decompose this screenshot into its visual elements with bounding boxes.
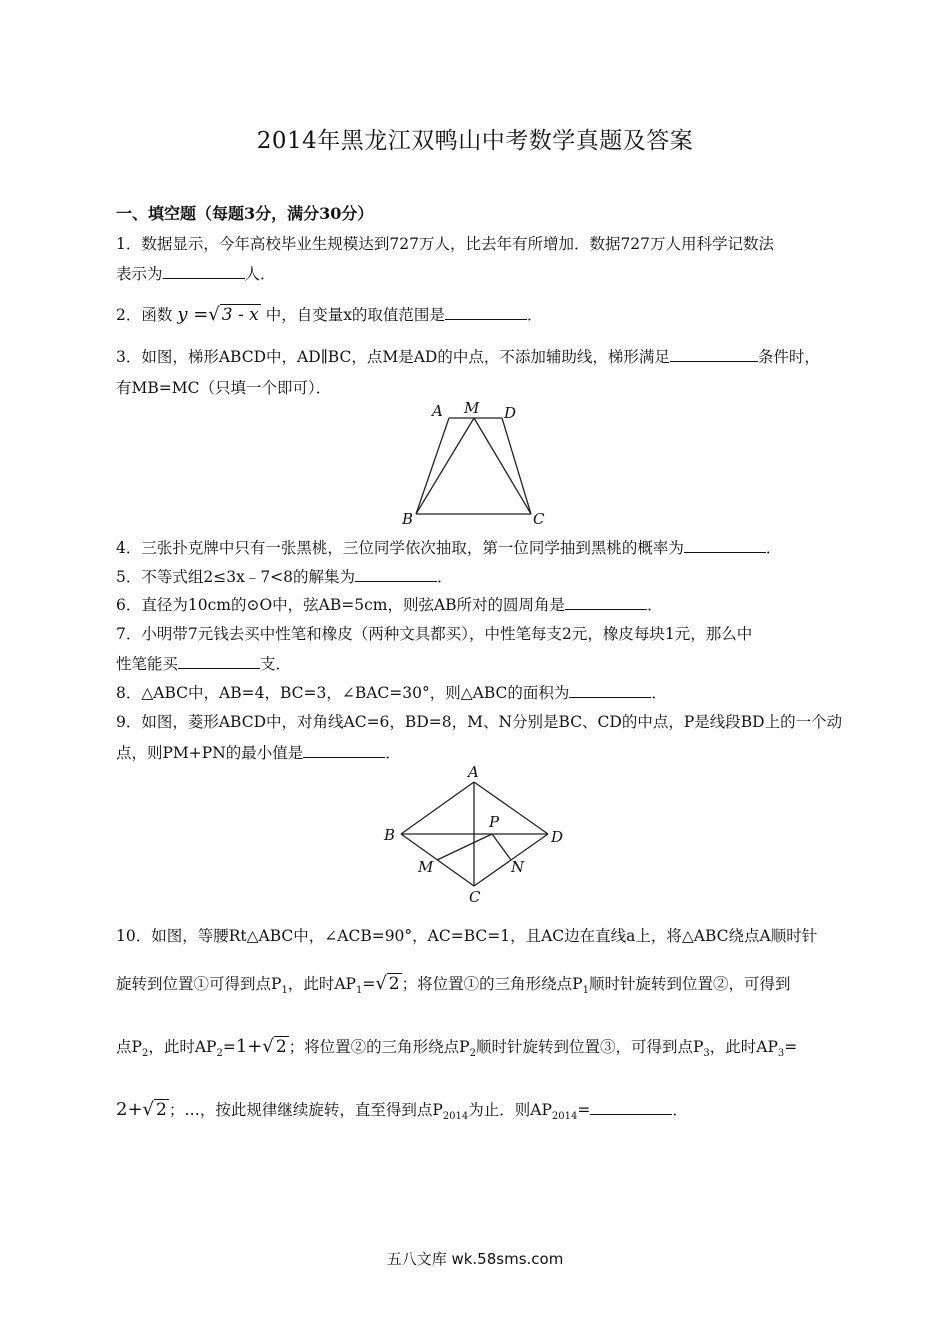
q10-line4-end: ． (672, 1101, 688, 1119)
q3-line1-pre: 3．如图，梯形ABCD中，AD∥BC，点M是AD的中点，不添加辅助线，梯形满足 (116, 348, 670, 366)
q4-line (116, 536, 781, 558)
q10-line3-radical: 2 (275, 1037, 287, 1057)
q7-line2 (116, 652, 291, 674)
q1-line1: 1．数据显示，今年高校毕业生规模达到727万人，比去年有所增加．数据727万人用科学记数法 (116, 235, 775, 253)
label-A: A (468, 763, 479, 781)
q2-formula-lhs: y = (177, 304, 209, 325)
q1-line2-post: 人． (244, 265, 276, 283)
q1-line2-pre: 表示为 (116, 265, 163, 283)
q10-line3-c: = (222, 1038, 236, 1056)
q2-end: ． (526, 306, 543, 324)
q3-line1 (116, 345, 820, 367)
q10-line4-radical: 2 (156, 1100, 167, 1120)
q10-line2-sub3: 1 (582, 985, 589, 997)
q4-answer-blank (684, 538, 766, 553)
q10-line2-e: 顺时针旋转到位置②，可得到 (588, 975, 791, 993)
q10-line2 (116, 972, 790, 996)
q7-line1: 7．小明带7元钱去买中性笔和橡皮（两种文具都买），中性笔每支2元，橡皮每块1元，那么中 (116, 625, 753, 643)
q2-formula-radicand: 3 - x (221, 305, 259, 325)
page-title: 2014年黑龙江双鸭山中考数学真题及答案 (256, 128, 694, 154)
q10-line3-sub5: 3 (777, 1048, 785, 1060)
q9-line1: 9．如图，菱形ABCD中，对角线AC=6，BD=8，M、N分别是BC、CD的中点，P是线段BD上的一个动 (116, 713, 843, 731)
trapezoid-figure (400, 396, 560, 531)
q3-answer-blank (670, 347, 758, 362)
q10-line1: 10．如图，等腰Rt△ABC中，∠ACB=90°，AC=BC=1，且AC边在直线a上，将△ABC绕点A顺时针 (116, 927, 818, 945)
q10-line3-b: ，此时AP (148, 1038, 217, 1056)
segment-PN (492, 834, 511, 860)
q10-line3-d: ；将位置②的三角形绕点P (288, 1038, 470, 1056)
q10-line3-sub3: 2 (469, 1048, 476, 1060)
label-C: C (469, 888, 481, 906)
q10-line4 (116, 1098, 688, 1122)
label-D: D (551, 828, 564, 846)
q4-pre: 4．三张扑克牌中只有一张黑桃，三位同学依次抽取，第一位同学抽到黑桃的概率为 (116, 539, 684, 557)
label-D: D (504, 404, 517, 422)
q10-line4-sub2: 2014 (551, 1111, 578, 1123)
label-M: M (418, 858, 434, 876)
q10-line2-c: = (362, 975, 376, 993)
q5-post: ． (437, 568, 453, 586)
q10-line2-sub1: 1 (281, 985, 288, 997)
q10-line3-a: 点P (116, 1038, 142, 1056)
q2-pre: 2．函数 (116, 306, 173, 324)
q8-answer-blank (569, 683, 651, 698)
q1-line2 (116, 262, 276, 284)
q10-line2-b: ，此时AP (287, 975, 356, 993)
q5-answer-blank (355, 567, 437, 582)
q7-line2-post: 支． (260, 655, 292, 673)
segment-AB (416, 418, 449, 514)
q6-line (116, 593, 663, 615)
q10-line3-formula-pre: 1+ (235, 1036, 263, 1057)
label-B: B (384, 826, 396, 844)
segment-AB (401, 782, 474, 834)
q5-line (116, 565, 453, 587)
q9-line2 (116, 741, 401, 763)
q9-line2-pre: 点，则PM+PN的最小值是 (116, 744, 304, 762)
label-A: A (432, 402, 443, 420)
q4-post: ． (765, 539, 782, 557)
q2-post: 中，自变量x的取值范围是 (265, 306, 445, 324)
q10-line4-c: = (577, 1101, 591, 1119)
q10-answer-blank (590, 1100, 672, 1115)
q10-line3-sub1: 2 (141, 1048, 149, 1060)
q1-answer-blank (163, 264, 245, 279)
q9-answer-blank (303, 743, 385, 758)
q10-line3 (116, 1035, 797, 1059)
q10-line3-sub2: 2 (216, 1048, 223, 1060)
section-heading: 一、填空题（每题3分，满分30分） (116, 204, 374, 223)
q10-line2-radical: 2 (388, 974, 400, 994)
q2-line (116, 303, 542, 325)
q10-line3-sub4: 3 (703, 1048, 710, 1060)
label-M: M (464, 399, 480, 417)
segment-MB (416, 418, 474, 514)
sqrt-symbol-icon: √ (208, 304, 220, 325)
sqrt-symbol-icon: √ (375, 973, 387, 994)
q5-pre: 5．不等式组2≤3x﹣7<8的解集为 (116, 568, 356, 586)
q10-line4-sub1: 2014 (442, 1111, 469, 1123)
q6-answer-blank (565, 595, 647, 610)
segment-AD (474, 782, 548, 834)
q10-line3-f: ，此时AP (709, 1038, 778, 1056)
q7-line2-pre: 性笔能买 (116, 655, 179, 673)
label-N: N (511, 858, 525, 876)
sqrt-symbol-icon: √ (262, 1036, 274, 1057)
q10-line4-formula-pre: 2+ (116, 1099, 143, 1120)
q8-line (116, 681, 667, 703)
rhombus-figure (378, 762, 578, 912)
q8-post: ． (651, 684, 667, 702)
sqrt-symbol-icon: √ (142, 1099, 155, 1120)
q10-line4-b: 为止．则AP (468, 1101, 552, 1119)
label-P: P (489, 813, 500, 831)
q6-post: ． (647, 596, 663, 614)
q2-answer-blank (445, 305, 527, 320)
segment-MP (437, 834, 492, 860)
q8-pre: 8．△ABC中，AB=4，BC=3，∠BAC=30°，则△ABC的面积为 (116, 684, 570, 702)
q3-line1-post: 条件时， (757, 348, 820, 366)
q10-line4-a: ；…，按此规律继续旋转，直至得到点P (168, 1101, 443, 1119)
q3-line2: 有MB=MC（只填一个即可）． (116, 379, 332, 397)
footer-watermark: 五八文库 wk.58sms.com (386, 1250, 564, 1268)
q7-answer-blank (178, 654, 260, 669)
q10-line2-sub2: 1 (355, 985, 363, 997)
segment-MC (474, 418, 531, 514)
q10-line3-e: 顺时针旋转到位置③，可得到点P (475, 1038, 704, 1056)
label-C: C (533, 510, 545, 528)
segment-DC (502, 418, 531, 514)
q10-line3-g: = (784, 1038, 798, 1056)
q6-pre: 6．直径为10cm的⊙O中，弦AB=5cm，则弦AB所对的圆周角是 (116, 596, 566, 614)
q10-line2-d: ；将位置①的三角形绕点P (401, 975, 583, 993)
q10-line2-a: 旋转到位置①可得到点P (116, 975, 282, 993)
label-B: B (402, 510, 414, 528)
q9-line2-post: ． (385, 744, 401, 762)
